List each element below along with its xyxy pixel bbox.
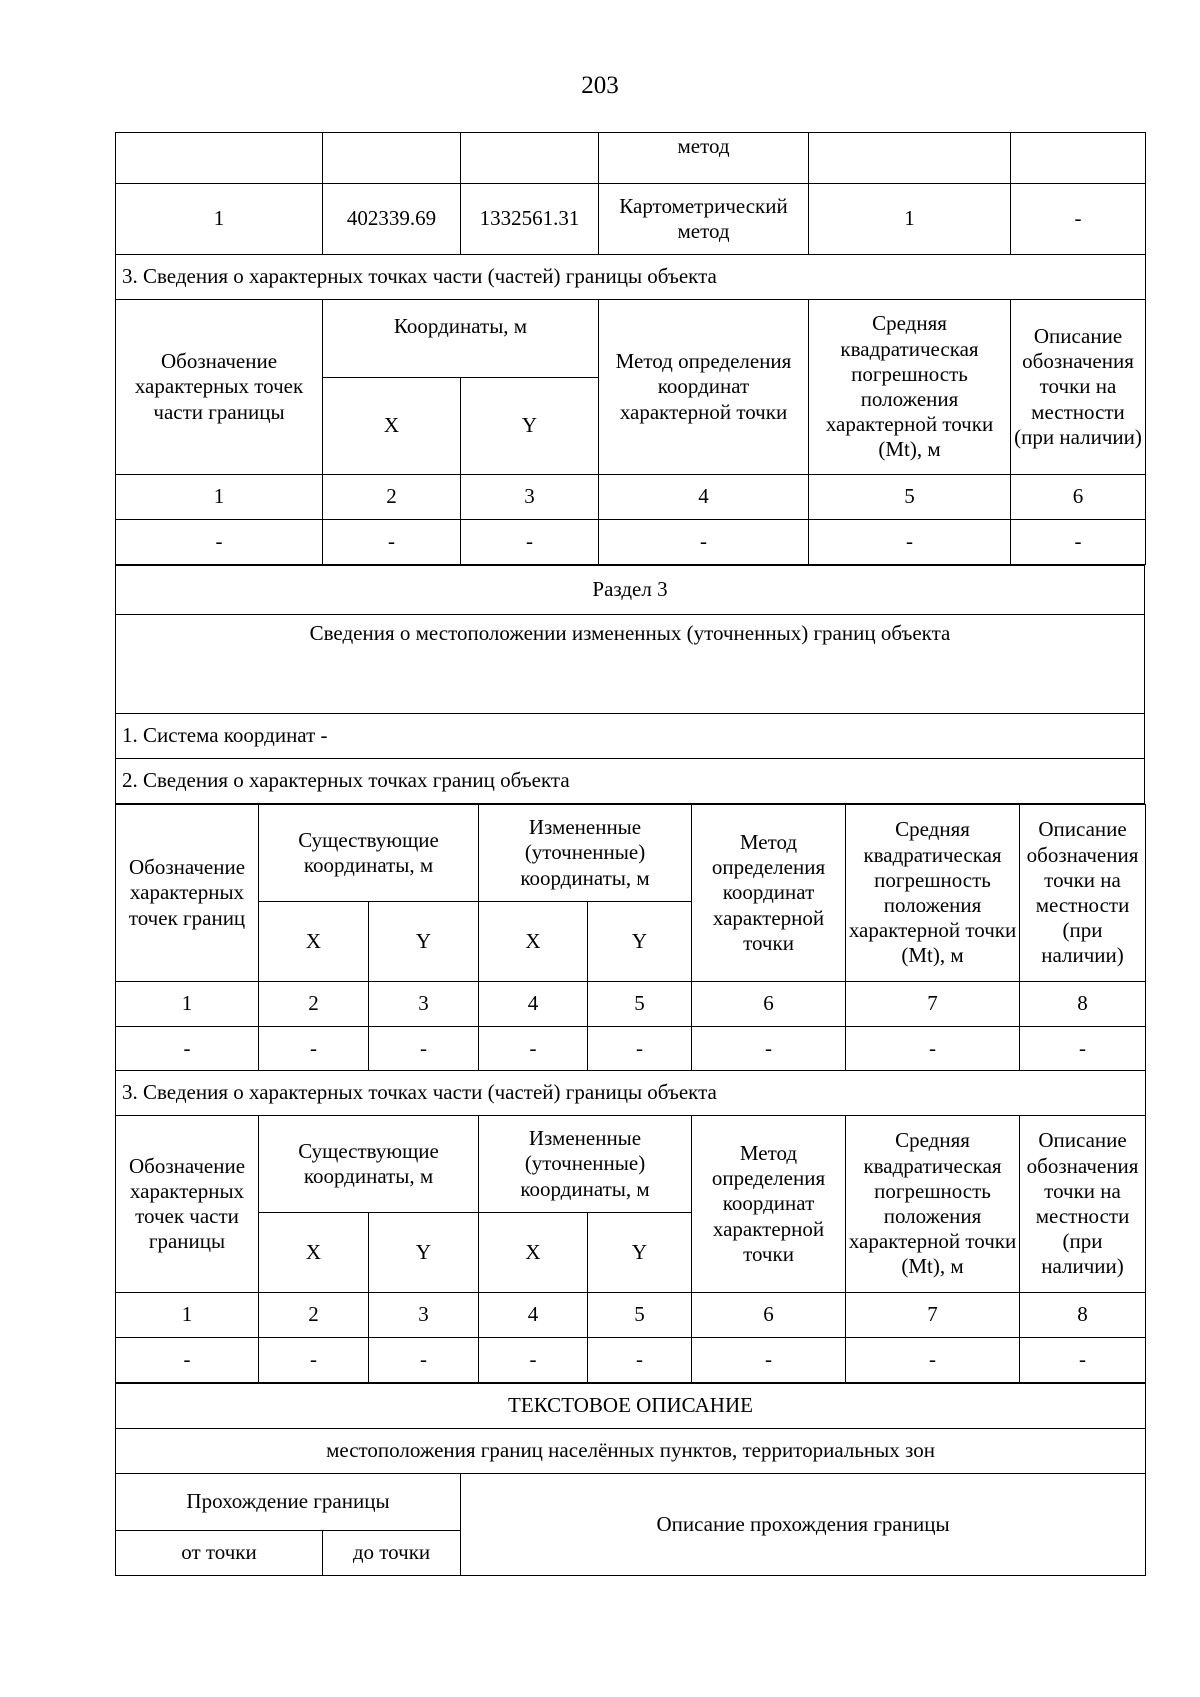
section-title: 3. Сведения о характерных точках части (частей) границы объекта [116, 255, 1146, 300]
table-cell: 2 [323, 475, 461, 520]
table-cell: 5 [809, 475, 1011, 520]
column-numbers-row [116, 982, 1146, 1027]
table-cell [809, 133, 1011, 184]
table-cell: - [692, 1338, 846, 1383]
header-passage-description: Описание прохождения границы [461, 1474, 1146, 1576]
header-error: Средняя квадратическая погрешность положения характерной точки (Mt), м [846, 1116, 1020, 1293]
table-cell: - [116, 1027, 259, 1071]
header-method: Метод определения координат характерной точки [692, 805, 846, 982]
table-cell: - [1011, 520, 1146, 565]
table-cell: - [599, 520, 809, 565]
table-cell: 1 [116, 982, 259, 1027]
header-existing: Существующие координаты, м [259, 1116, 479, 1213]
table-cell: 1332561.31 [461, 184, 599, 255]
table-cell: 8 [1020, 1293, 1146, 1338]
header-y: Y [369, 902, 479, 982]
header-designation: Обозначение характерных точек части границы [116, 300, 323, 475]
table-cell: - [1011, 184, 1146, 255]
header-x: X [479, 902, 588, 982]
table-cell: 2 [259, 982, 369, 1027]
table-cell: - [259, 1027, 369, 1071]
header-method: Метод определения координат характерной точки [692, 1116, 846, 1293]
header-x: X [323, 378, 461, 475]
table-cell: - [846, 1338, 1020, 1383]
table-cell: 5 [588, 982, 692, 1027]
table-cell: - [692, 1027, 846, 1071]
top-table-block [115, 132, 1146, 1576]
table-row [116, 1027, 1146, 1071]
table-cell: 2 [259, 1293, 369, 1338]
header-from-point: от точки [116, 1531, 323, 1576]
table-cell: 6 [692, 1293, 846, 1338]
boundary-points-table [115, 804, 1146, 1383]
table-cell: - [116, 1338, 259, 1383]
table-cell: метод [599, 133, 809, 184]
top-points-table [115, 132, 1146, 565]
table-cell [323, 133, 461, 184]
table-cell: - [809, 520, 1011, 565]
table-row [116, 1338, 1146, 1383]
table-cell: - [1020, 1027, 1146, 1071]
header-y: Y [369, 1213, 479, 1293]
header-passage: Прохождение границы [116, 1474, 461, 1531]
continuation-row [116, 133, 1146, 184]
header-changed: Измененные (уточненные) координаты, м [479, 805, 692, 902]
table-row [116, 184, 1146, 255]
header-method: Метод определения координат характерной точки [599, 300, 809, 475]
section-3-heading-table [115, 565, 1145, 804]
table-cell: - [369, 1027, 479, 1071]
header-error: Средняя квадратическая погрешность положения характерной точки (Mt), м [846, 805, 1020, 982]
table-cell: 402339.69 [323, 184, 461, 255]
header-y: Y [588, 1213, 692, 1293]
table-cell: - [1020, 1338, 1146, 1383]
table-cell: 3 [461, 475, 599, 520]
table-cell: 1 [116, 475, 323, 520]
table-cell: - [588, 1338, 692, 1383]
table-cell: - [588, 1027, 692, 1071]
header-existing: Существующие координаты, м [259, 805, 479, 902]
column-numbers-row [116, 475, 1146, 520]
header-x: X [259, 902, 369, 982]
table-cell: - [369, 1338, 479, 1383]
text-description-subtitle: местоположения границ населённых пунктов, территориальных зон [116, 1429, 1146, 1474]
table-row [116, 520, 1146, 565]
table-cell: - [323, 520, 461, 565]
table-cell [461, 133, 599, 184]
text-description-title: ТЕКСТОВОЕ ОПИСАНИЕ [116, 1384, 1146, 1429]
table-cell: 1 [116, 184, 323, 255]
header-coords: Координаты, м [323, 300, 599, 378]
table-cell: - [461, 520, 599, 565]
header-y: Y [588, 902, 692, 982]
table-cell: - [479, 1027, 588, 1071]
text-description-table [115, 1383, 1146, 1576]
header-description: Описание обозначения точки на местности (при наличии) [1020, 805, 1146, 982]
table-cell: 3 [369, 982, 479, 1027]
table-cell: 1 [809, 184, 1011, 255]
table-cell: - [116, 520, 323, 565]
page-number: 203 [581, 72, 619, 99]
header-description: Описание обозначения точки на местности (при наличии) [1011, 300, 1146, 475]
table-cell [1011, 133, 1146, 184]
table-cell: 4 [479, 982, 588, 1027]
table-cell: 3 [369, 1293, 479, 1338]
coordinate-system: 1. Система координат - [116, 714, 1145, 759]
header-designation: Обозначение характерных точек границ [116, 805, 259, 982]
table-cell: 1 [116, 1293, 259, 1338]
section-subtitle: Сведения о местоположении измененных (уточненных) границ объекта [116, 615, 1145, 714]
header-description: Описание обозначения точки на местности (при наличии) [1020, 1116, 1146, 1293]
table-cell: - [479, 1338, 588, 1383]
section-heading: Раздел 3 [116, 566, 1145, 615]
table-cell: - [846, 1027, 1020, 1071]
table-cell: 5 [588, 1293, 692, 1338]
parts-title: 3. Сведения о характерных точках части (частей) границы объекта [116, 1071, 1146, 1116]
table-cell: 7 [846, 982, 1020, 1027]
header-changed: Измененные (уточненные) координаты, м [479, 1116, 692, 1213]
points-title: 2. Сведения о характерных точках границ объекта [116, 759, 1145, 804]
table-cell: 8 [1020, 982, 1146, 1027]
column-numbers-row [116, 1293, 1146, 1338]
table-cell: 6 [692, 982, 846, 1027]
table-cell: Картометрический метод [599, 184, 809, 255]
table-cell: 6 [1011, 475, 1146, 520]
header-designation: Обозначение характерных точек части границы [116, 1116, 259, 1293]
table-cell: 7 [846, 1293, 1020, 1338]
table-cell: - [259, 1338, 369, 1383]
header-to-point: до точки [323, 1531, 461, 1576]
header-x: X [259, 1213, 369, 1293]
header-x: X [479, 1213, 588, 1293]
header-y: Y [461, 378, 599, 475]
table-cell: 4 [479, 1293, 588, 1338]
header-error: Средняя квадратическая погрешность положения характерной точки (Mt), м [809, 300, 1011, 475]
table-cell: 4 [599, 475, 809, 520]
table-cell [116, 133, 323, 184]
